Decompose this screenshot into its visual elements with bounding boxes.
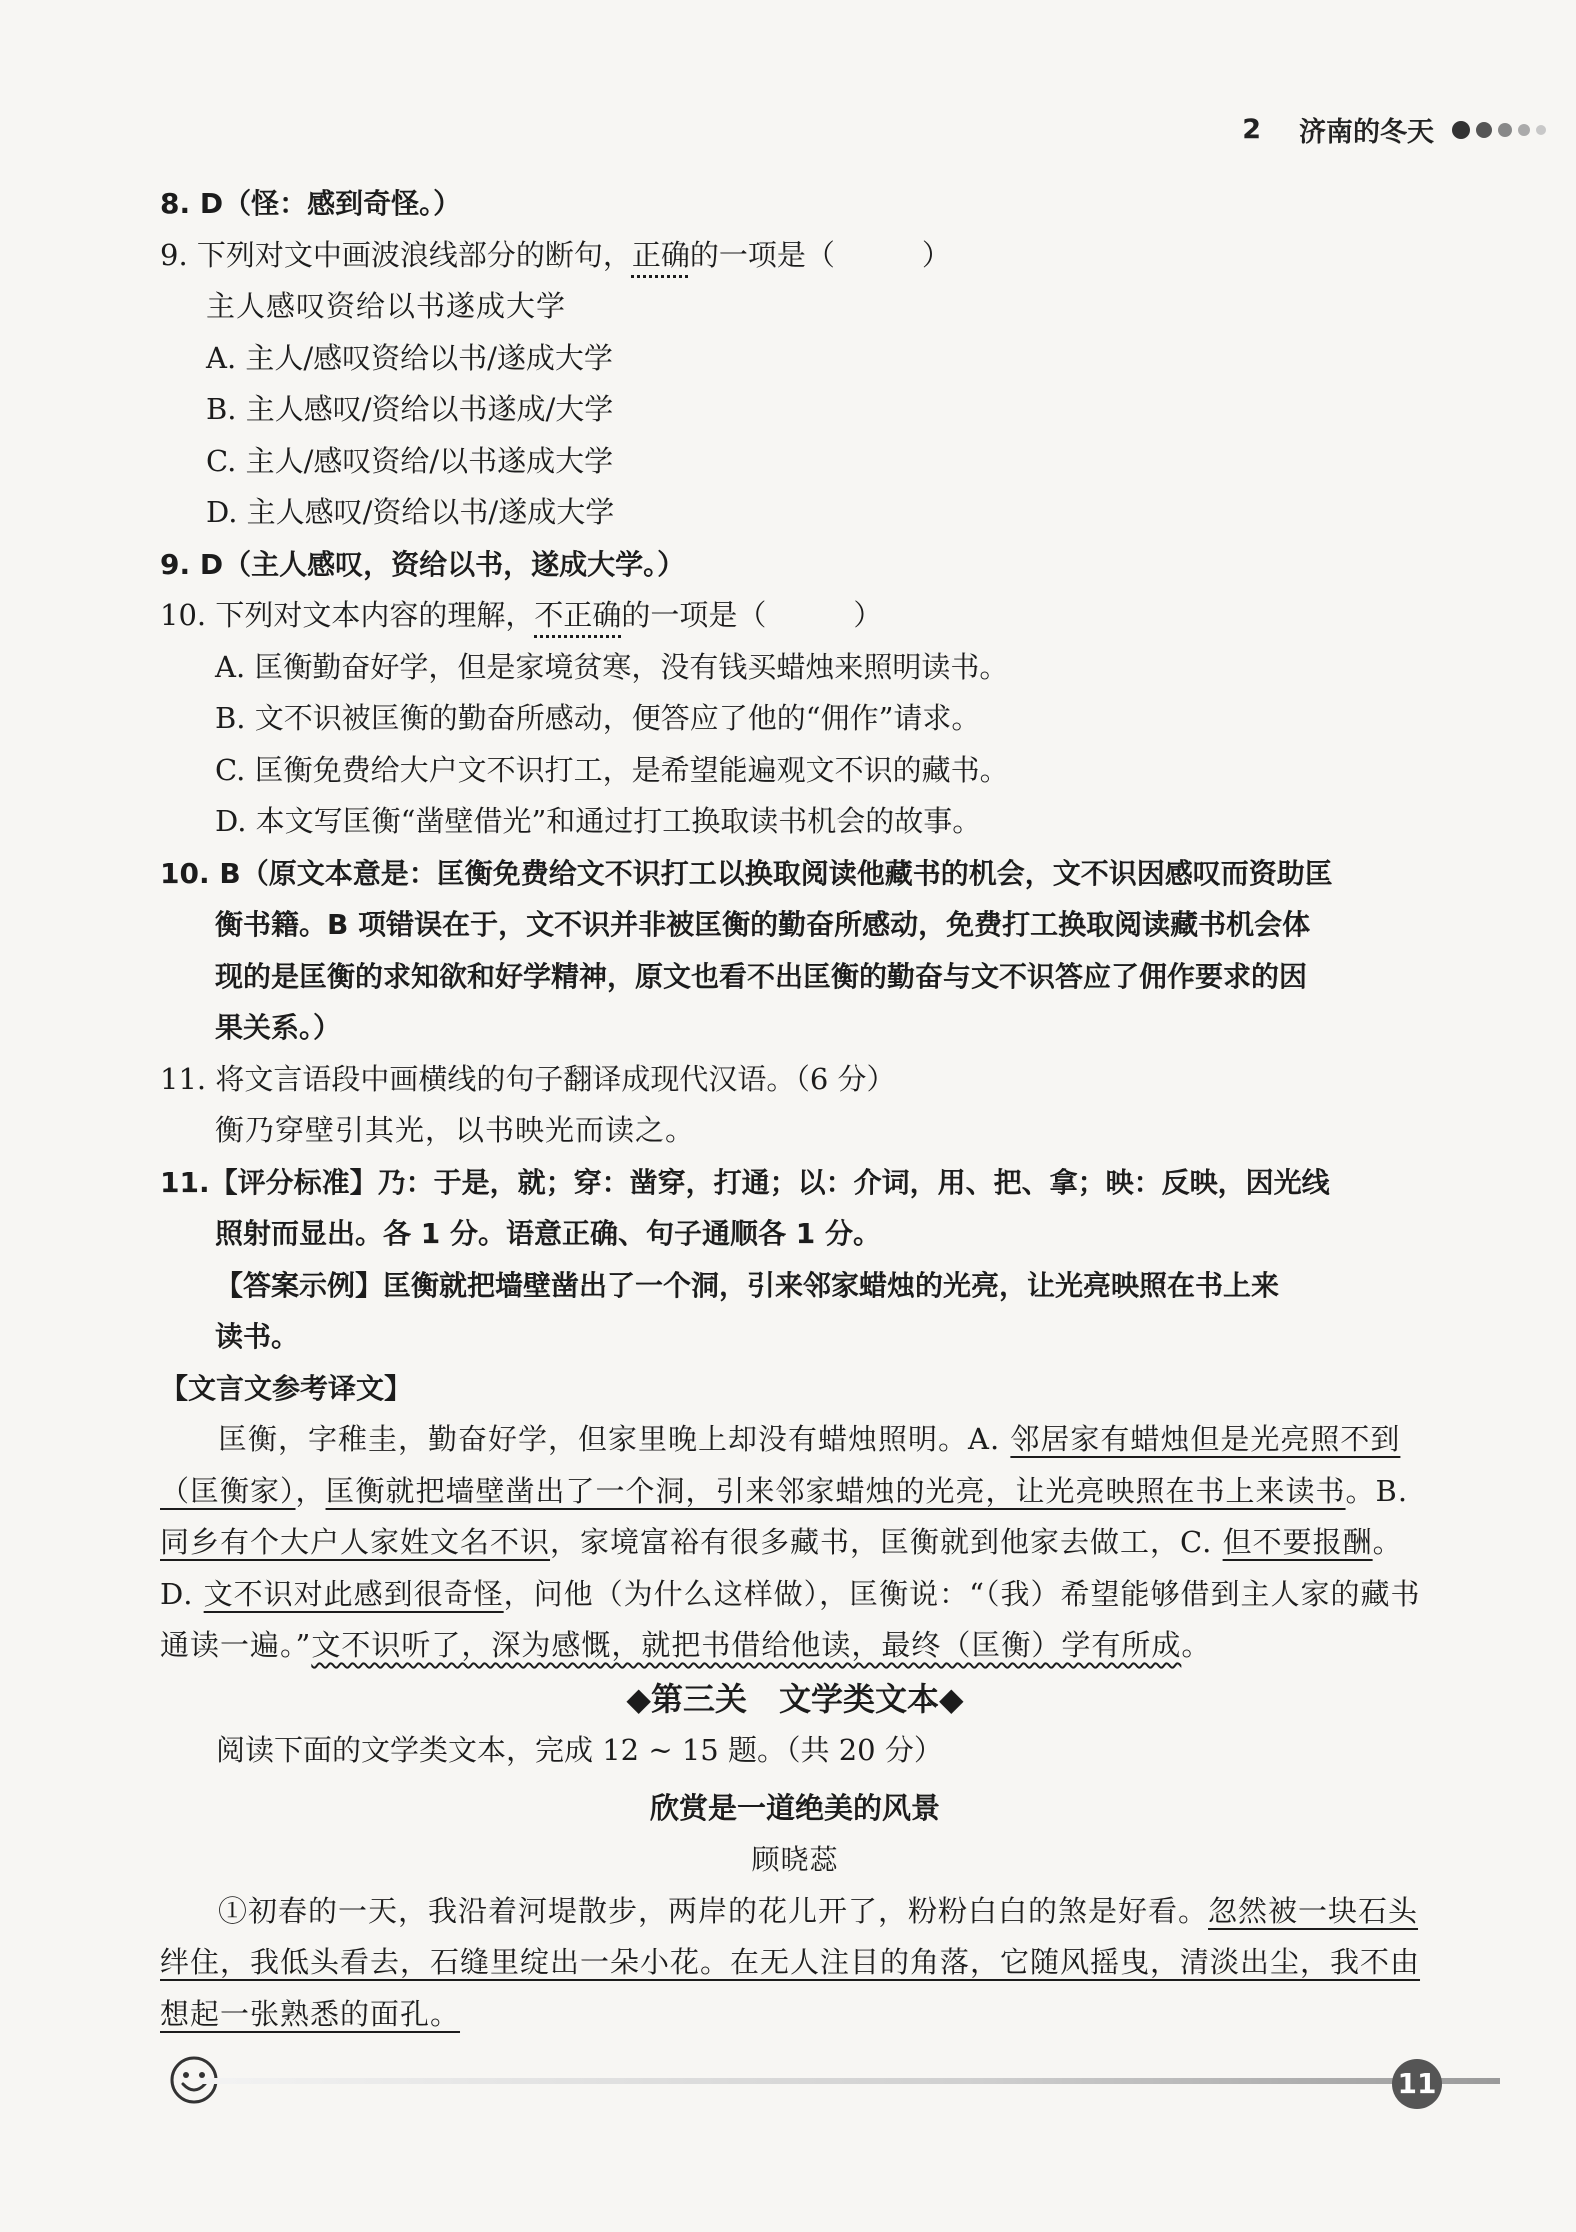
q10-option-d: D. 本文写匡衡“凿壁借光”和通过打工换取读书机会的故事。	[215, 804, 982, 838]
dot-icon	[1476, 122, 1492, 138]
translation-segment: ，问他（为什么这样做），匡衡说：“（我）希望能够借到主人家的藏书通读一遍。”	[160, 1576, 1421, 1662]
chapter-number: 2	[1242, 114, 1261, 145]
q10-option-b: B. 文不识被匡衡的勤奋所感动，便答应了他的“佣作”请求。	[215, 701, 981, 735]
q8-answer: 8. D（怪：感到奇怪。）	[160, 187, 462, 220]
section-instruction: 阅读下面的文学类文本，完成 12 ~ 15 题。（共 20 分）	[216, 1733, 943, 1767]
q10-answer-line: 衡书籍。B 项错误在于，文不识并非被匡衡的勤奋所感动，免费打工换取阅读藏书机会体	[215, 908, 1311, 941]
translation-heading: 【文言文参考译文】	[160, 1371, 413, 1405]
q11-answer-line: 照射而显出。各 1 分。语意正确、句子通顺各 1 分。	[215, 1217, 881, 1250]
q10-prompt-tail: 的一项是（ ）	[621, 598, 883, 632]
q9-option-c: C. 主人/感叹资给/以书遂成大学	[206, 443, 614, 478]
q9-prompt-emphasis: 正确	[631, 237, 690, 272]
section-heading: ◆第三关 文学类文本◆	[626, 1679, 964, 1718]
q9-answer: 9. D（主人感叹，资给以书，遂成大学。）	[160, 547, 686, 581]
q11-answer-line: 读书。	[215, 1320, 300, 1353]
q9-option-b: B. 主人感叹/资给以书遂成/大学	[206, 392, 614, 426]
translation-segment: 。	[1181, 1628, 1212, 1662]
translation-segment: 但不要报酬	[1222, 1525, 1373, 1559]
article-author: 顾晓蕊	[751, 1843, 839, 1876]
q11-answer-line: 11.【评分标准】乃：于是，就；穿：凿穿，打通；以：介词，用、把、拿；映：反映，因光线	[160, 1165, 1330, 1199]
translation-segment: 同乡有个大户人家姓文名不识	[160, 1525, 551, 1559]
translation-segment: 。B.	[1345, 1473, 1409, 1508]
q11-answer-line: 【答案示例】匡衡就把墙壁凿出了一个洞，引来邻家蜡烛的光亮，让光亮映照在书上来	[215, 1268, 1280, 1302]
q10-prompt-text: 10. 下列对文本内容的理解，	[160, 598, 535, 632]
translation-segment: ，	[295, 1473, 326, 1508]
decorative-dots-icon	[1452, 121, 1546, 139]
para1-text: ①初春的一天，我沿着河堤散步，两岸的花儿开了，粉粉白白的煞是好看。	[218, 1893, 1209, 1928]
page-content	[160, 178, 1430, 2040]
translation-paragraph	[160, 1414, 1430, 1672]
q9-option-d: D. 主人感叹/资给以书/遂成大学	[206, 495, 615, 529]
translation-segment: 匡衡就把墙壁凿出了一个洞，引来邻家蜡烛的光亮，让光亮映照在书上来读书	[325, 1473, 1346, 1508]
q10-answer-line: 10. B（原文本意是：匡衡免费给文不识打工以换取阅读他藏书的机会，文不识因感叹而资助匡	[160, 856, 1333, 890]
translation-segment: 文不识听了，深为感慨，就把书借给他读，最终（匡衡）学有所成	[311, 1628, 1182, 1662]
q10-option-c: C. 匡衡免费给大户文不识打工，是希望能遍观文不识的藏书。	[215, 752, 1009, 787]
chapter-title: 济南的冬天	[1299, 117, 1434, 148]
dot-icon	[1498, 123, 1512, 137]
footer-rule	[200, 2078, 1500, 2084]
q10-answer-line: 果关系。）	[215, 1011, 342, 1044]
q9-prompt-text: 9. 下列对文中画波浪线部分的断句，	[160, 237, 632, 272]
translation-segment: 文不识对此感到很奇怪	[203, 1576, 504, 1611]
translation-segment: 。D.	[160, 1525, 1403, 1611]
dot-icon	[1536, 125, 1546, 135]
q10-option-a: A. 匡衡勤奋好学，但是家境贫寒，没有钱买蜡烛来照明读书。	[215, 649, 1009, 684]
translation-segment: 匡衡，字稚圭，勤奋好学，但家里晚上却没有蜡烛照明。A.	[218, 1422, 1011, 1456]
q9-prompt-tail: 的一项是（ ）	[689, 237, 951, 272]
q11-prompt: 11. 将文言语段中画横线的句子翻译成现代汉语。（6 分）	[160, 1061, 896, 1096]
q10-prompt-emphasis: 不正确	[534, 598, 622, 632]
q10-answer-line: 现的是匡衡的求知欲和好学精神，原文也看不出匡衡的勤奋与文不识答应了佣作要求的因	[215, 959, 1308, 993]
page-header	[1242, 110, 1546, 149]
article-paragraph-1	[160, 1886, 1430, 2041]
dot-icon	[1452, 121, 1470, 139]
para1-underlined: 忽然被一块石头绊住，我低头看去，石缝里绽出一朵小花。在无人注目的角落，它随风摇曳，清淡出尘，我不由想起一张熟悉的面孔。	[160, 1893, 1421, 2031]
q9-sentence: 主人感叹资给以书遂成大学	[206, 289, 567, 323]
q9-prompt	[160, 230, 1430, 282]
q11-sentence: 衡乃穿壁引其光，以书映光而读之。	[215, 1113, 696, 1147]
page-number: 11	[1392, 2059, 1442, 2109]
translation-segment: 邻居家有蜡烛但是光亮照不到（匡衡家）	[160, 1422, 1401, 1508]
translation-segment: ，家境富裕有很多藏书，匡衡就到他家去做工，C.	[550, 1525, 1223, 1559]
q9-option-a: A. 主人/感叹资给以书/遂成大学	[206, 340, 613, 375]
article-title: 欣赏是一道绝美的风景	[649, 1790, 940, 1825]
dot-icon	[1518, 124, 1530, 136]
q10-prompt	[160, 590, 1430, 642]
